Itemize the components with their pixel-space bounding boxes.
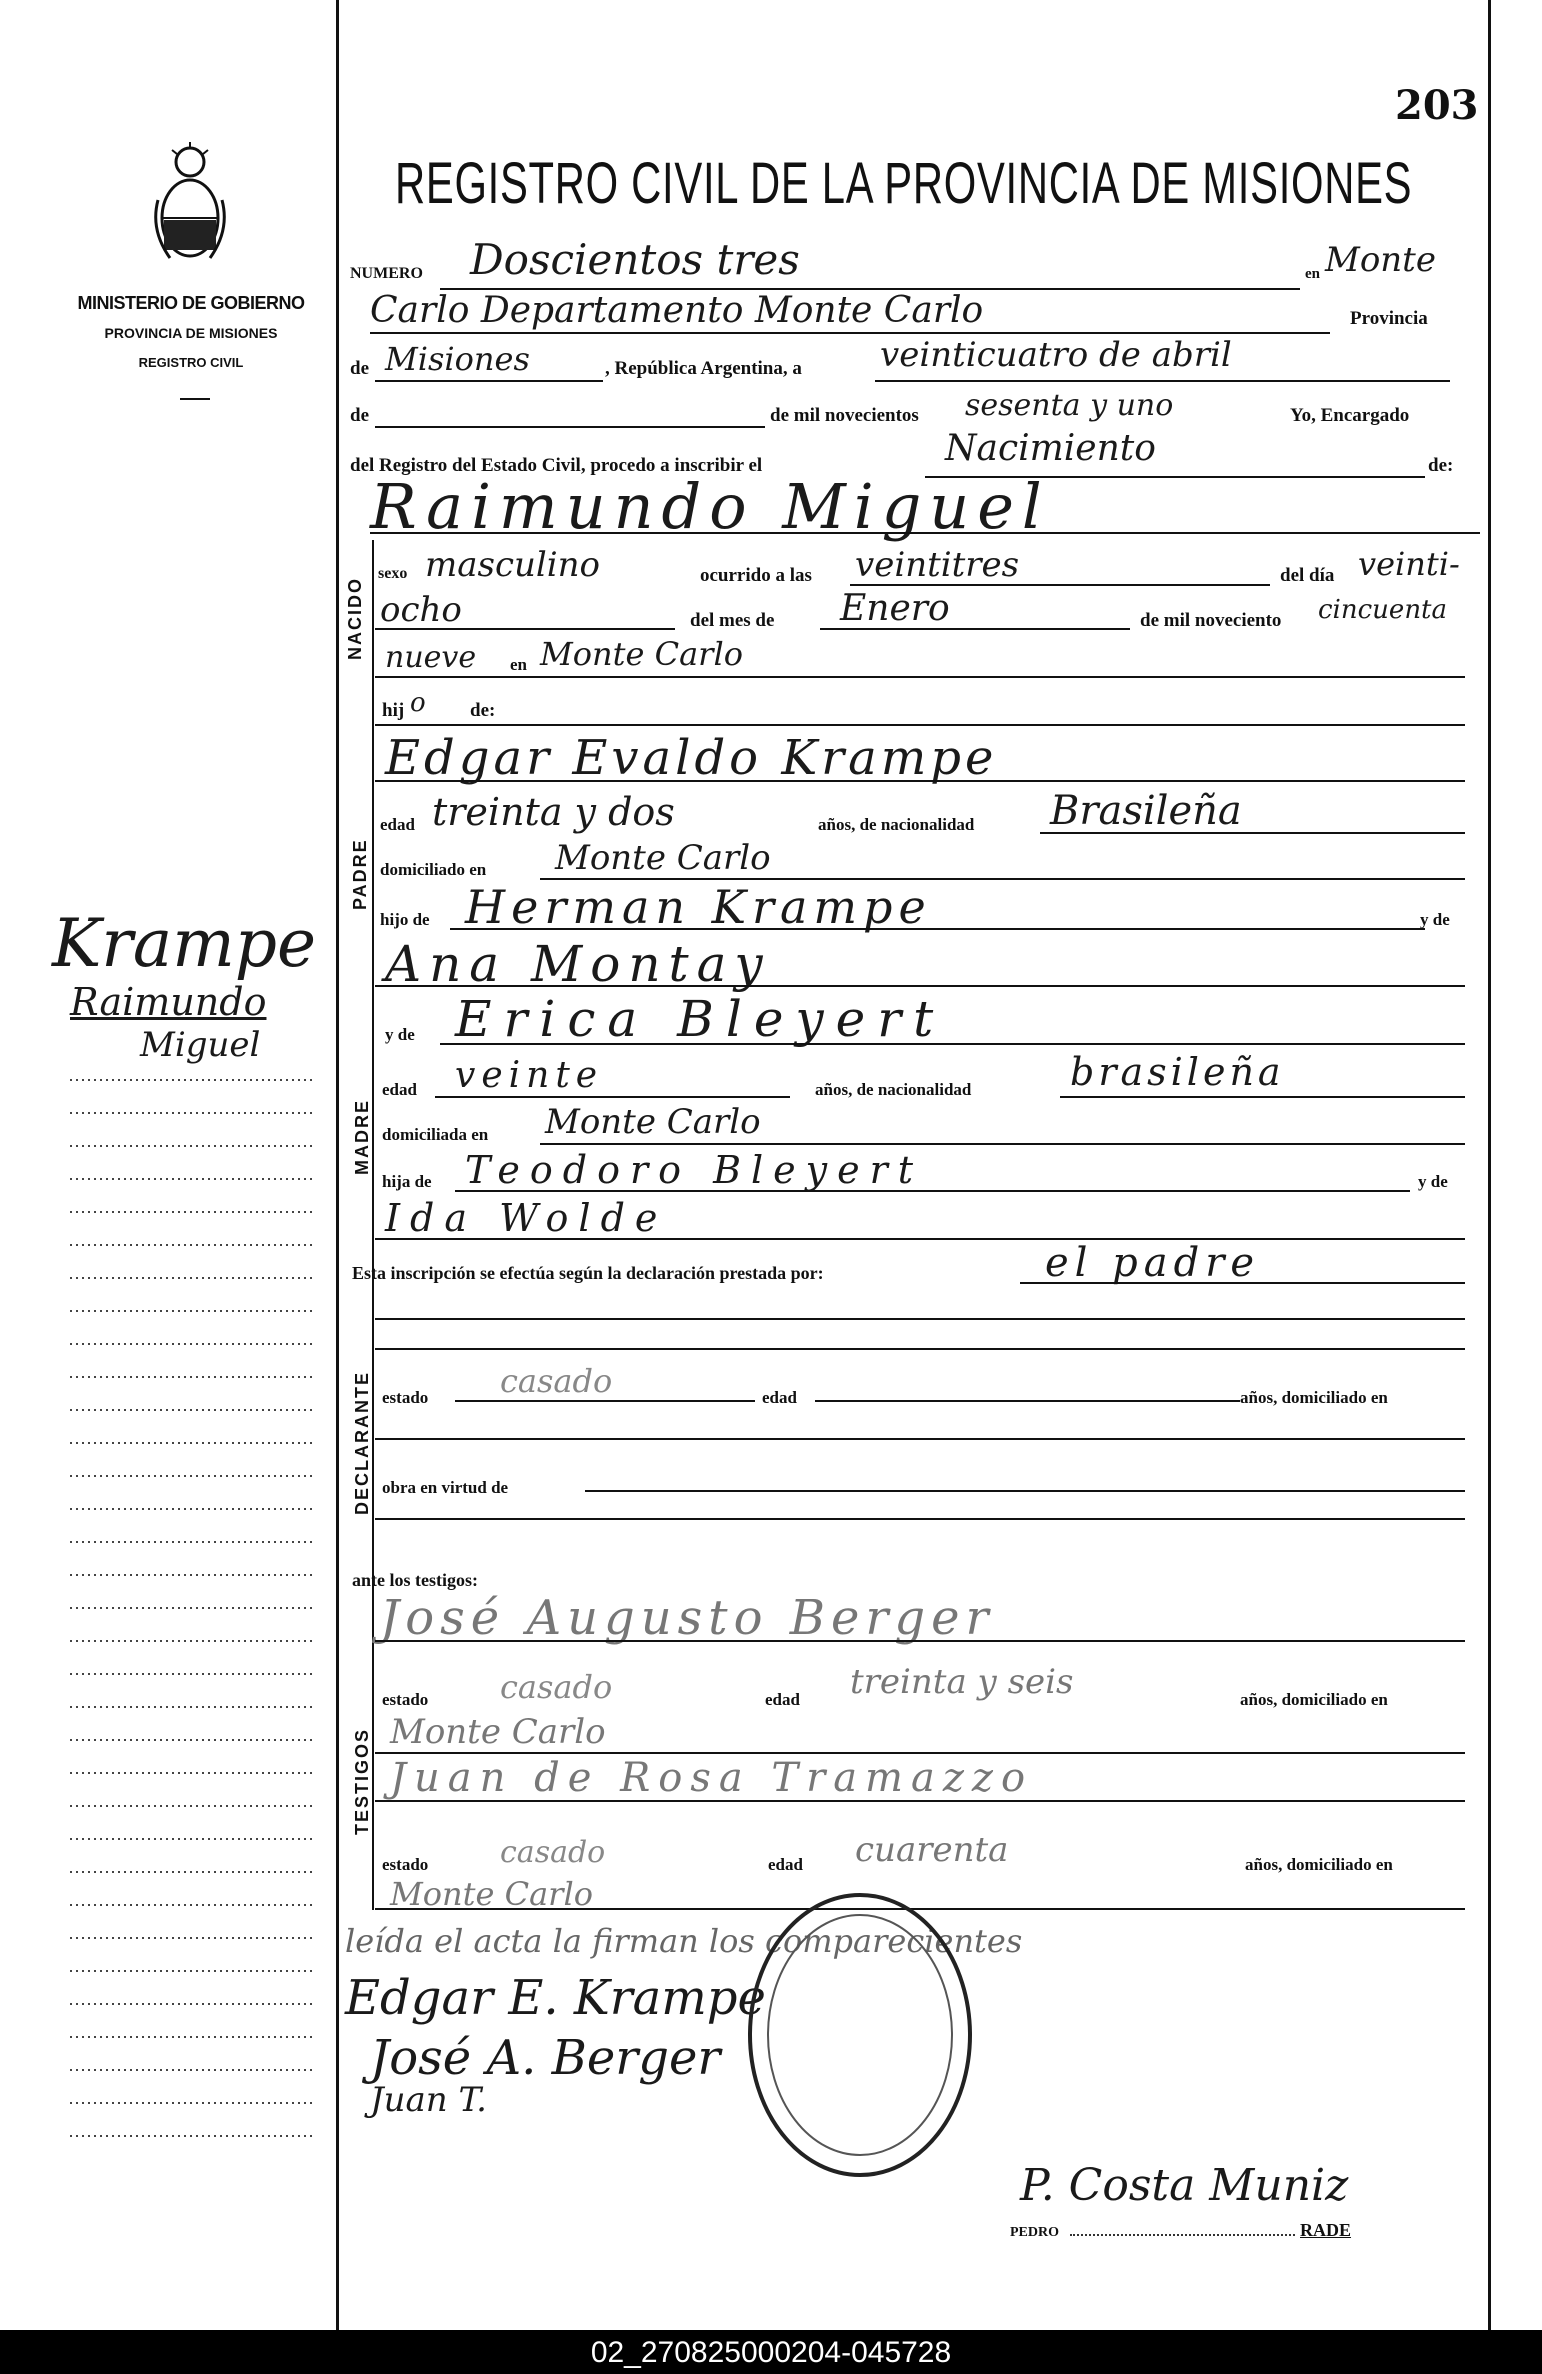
label-de-colon: de:	[1428, 455, 1454, 476]
official-seal	[745, 1890, 975, 2180]
coat-of-arms-icon	[150, 140, 230, 270]
right-border-line	[1488, 0, 1491, 2330]
value-declarante-estado: casado	[500, 1362, 613, 1400]
label-estado-decl: estado	[382, 1388, 429, 1407]
value-padre-edad: treinta y dos	[432, 790, 675, 834]
section-declarante: DECLARANTE	[352, 1371, 372, 1515]
value-testigo2: Juan de Rosa Tramazzo	[390, 1755, 1034, 1801]
margin-nombre2: Miguel	[140, 1025, 261, 1065]
ministry-line1: MINISTERIO DE GOBIERNO	[77, 293, 305, 313]
label-mil-novecientos: de mil novecientos	[770, 405, 919, 426]
value-nombre: Raimundo Miguel	[370, 470, 1050, 543]
label-y-de-madre: y de	[385, 1025, 415, 1044]
label-anos-dom-t1: años, domiciliado en	[1240, 1690, 1388, 1709]
label-mil-noveciento: de mil noveciento	[1140, 610, 1282, 631]
value-testigo2-dom: Monte Carlo	[390, 1875, 593, 1913]
value-lugar: Monte Carlo	[540, 635, 743, 673]
label-hijo: hij	[382, 700, 405, 721]
label-republica: , República Argentina, a	[605, 358, 802, 379]
label-hijo-de-padre: hijo de	[380, 910, 430, 929]
page-number: 203	[1395, 82, 1479, 129]
section-divider	[372, 540, 374, 1910]
margin-nombre1: Raimundo	[70, 980, 267, 1024]
signature-testigo2: Juan T.	[370, 2080, 487, 2120]
value-cierre: leída el acta la firman los comparecientes	[345, 1922, 1023, 1960]
value-padre-nac: Brasileña	[1050, 788, 1242, 834]
value-madre-nac: brasileña	[1070, 1050, 1285, 1094]
value-inscribir-tipo: Nacimiento	[945, 428, 1156, 469]
value-testigo1-edad: treinta y seis	[850, 1662, 1074, 1702]
value-testigo2-estado: casado	[500, 1835, 606, 1870]
ministry-line3: REGISTRO CIVIL	[138, 355, 244, 370]
value-testigo2-edad: cuarenta	[855, 1830, 1009, 1870]
label-y-de-madre2: y de	[1418, 1172, 1448, 1191]
label-edad-padre: edad	[380, 815, 415, 834]
value-abuela-materna: Ida Wolde	[385, 1196, 668, 1240]
label-obra-virtud: obra en virtud de	[382, 1478, 509, 1497]
value-padre-domicilio: Monte Carlo	[555, 838, 771, 878]
label-edad-madre: edad	[382, 1080, 417, 1099]
value-anio-nac-cont: nueve	[385, 640, 477, 675]
value-dia-cont: ocho	[380, 590, 462, 630]
signature-encargado: P. Costa Muniz	[1020, 2160, 1349, 2211]
value-abuela-paterna: Ana Montay	[385, 935, 771, 993]
label-pedro: PEDRO	[1010, 2225, 1059, 2240]
value-madre-nombre: Erica Bleyert	[455, 990, 946, 1048]
signature-testigo1: José A. Berger	[370, 2030, 721, 2086]
margin-dotted-lines	[70, 1070, 320, 2160]
label-del-dia: del día	[1280, 565, 1335, 586]
label-hija-de: hija de	[382, 1172, 432, 1191]
label-provincia: Provincia	[1350, 308, 1428, 329]
value-testigo1-estado: casado	[500, 1668, 613, 1706]
section-testigos: TESTIGOS	[352, 1727, 372, 1835]
value-abuelo-paterno: Herman Krampe	[465, 880, 932, 934]
value-numero: Doscientos tres	[470, 235, 800, 284]
document-title: REGISTRO CIVIL DE LA PROVINCIA DE MISIONES	[395, 151, 1413, 216]
section-madre: MADRE	[352, 1099, 372, 1175]
label-numero: NUMERO	[350, 265, 423, 282]
label-edad-t2: edad	[768, 1855, 803, 1874]
label-anos-dom-t2: años, domiciliado en	[1245, 1855, 1393, 1874]
label-ocurrido: ocurrido a las	[700, 565, 812, 586]
value-madre-edad: veinte	[455, 1055, 604, 1096]
left-border-line	[336, 0, 339, 2330]
label-ante-testigos: ante los testigos:	[352, 1570, 478, 1590]
signature-padre: Edgar E. Krampe	[345, 1970, 766, 2026]
label-anos-dom-decl: años, domiciliado en	[1240, 1388, 1388, 1407]
label-de: de	[350, 358, 369, 379]
value-fecha-dia: veinticuatro de abril	[880, 335, 1232, 375]
label-domiciliado-padre: domiciliado en	[380, 860, 487, 879]
label-y-de-padre: y de	[1420, 910, 1450, 929]
label-domiciliada: domiciliada en	[382, 1125, 489, 1144]
label-estado-t1: estado	[382, 1690, 429, 1709]
label-del-mes: del mes de	[690, 610, 775, 631]
footer-bar	[0, 2330, 1542, 2374]
value-sexo: masculino	[425, 545, 601, 585]
value-anio-nac: cincuenta	[1318, 595, 1448, 625]
value-hijo-suffix: o	[410, 688, 426, 718]
value-padre-nombre: Edgar Evaldo Krampe	[385, 730, 998, 786]
margin-apellido: Krampe	[52, 905, 317, 982]
section-nacido: NACIDO	[345, 577, 365, 660]
label-en-lugar: en	[510, 655, 527, 674]
label-yo-encargado: Yo, Encargado	[1290, 405, 1410, 426]
label-anos-nac-madre: años, de nacionalidad	[815, 1080, 972, 1099]
value-declarante: el padre	[1045, 1240, 1261, 1286]
value-mes: Enero	[840, 588, 950, 629]
value-testigo1: José Augusto Berger	[380, 1590, 995, 1646]
label-encargado-short: RADE	[1300, 2220, 1352, 2240]
value-localidad: Carlo Departamento Monte Carlo	[370, 290, 984, 331]
value-anio: sesenta y uno	[965, 388, 1174, 423]
label-edad-decl: edad	[762, 1388, 797, 1407]
label-edad-t1: edad	[765, 1690, 800, 1709]
label-hijo-de: de:	[470, 700, 496, 721]
footer-id: 02_270825000204-045728	[590, 2336, 952, 2369]
value-dia: veinti-	[1358, 545, 1460, 583]
value-hora: veintitres	[855, 545, 1020, 585]
ministry-line2: PROVINCIA DE MISIONES	[104, 325, 278, 341]
label-en: en	[1305, 266, 1320, 282]
ministry-rule	[180, 398, 210, 400]
label-sexo: sexo	[378, 565, 408, 582]
value-abuelo-materno: Teodoro Bleyert	[465, 1148, 924, 1192]
value-madre-domicilio: Monte Carlo	[545, 1102, 761, 1142]
value-testigo1-dom: Monte Carlo	[390, 1712, 606, 1752]
section-padre: PADRE	[350, 838, 370, 910]
value-provincia: Misiones	[385, 340, 530, 378]
label-inscripcion: Esta inscripción se efectúa según la declaración prestada por:	[352, 1263, 824, 1283]
value-en: Monte	[1325, 240, 1436, 280]
label-estado-t2: estado	[382, 1855, 429, 1874]
label-del-registro: del Registro del Estado Civil, procedo a inscribir el	[350, 455, 763, 476]
label-de-2: de	[350, 405, 369, 426]
label-anos-nac-padre: años, de nacionalidad	[818, 815, 975, 834]
